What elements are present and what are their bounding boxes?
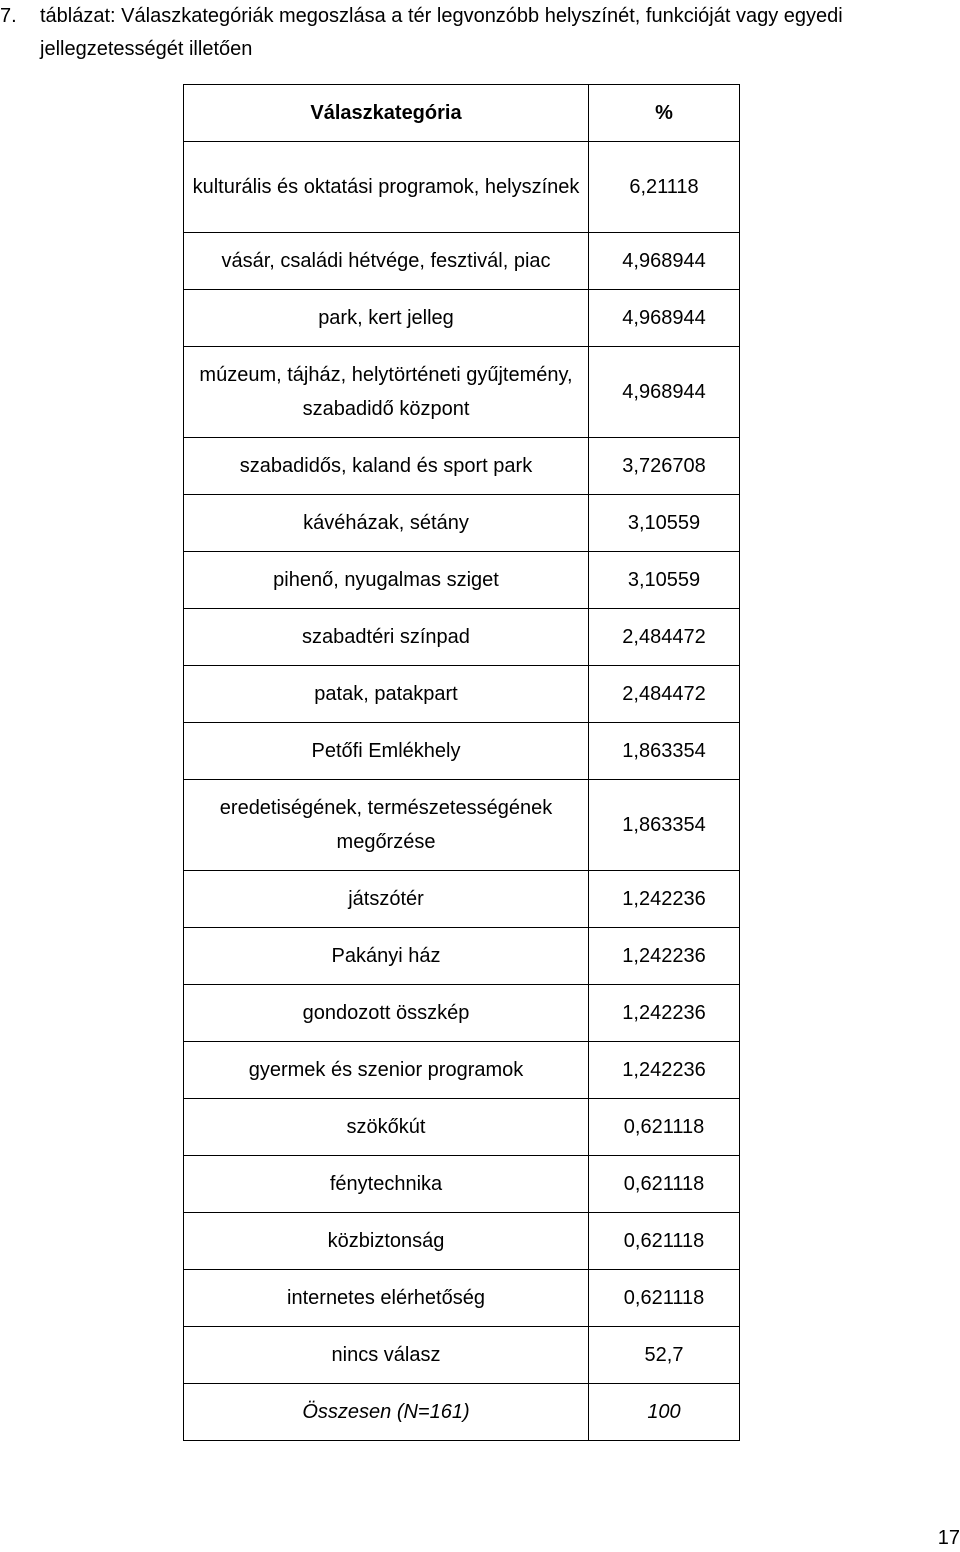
table-row (184, 928, 740, 985)
percent-cell: 1,863354 (589, 723, 740, 780)
category-cell: kávéházak, sétány (184, 495, 589, 552)
category-cell: gondozott összkép (184, 985, 589, 1042)
table-row (184, 1156, 740, 1213)
percent-cell: 4,968944 (589, 233, 740, 290)
table-row (184, 552, 740, 609)
table-row (184, 780, 740, 871)
table-header-row (184, 85, 740, 142)
category-cell: múzeum, tájház, helytörténeti gyűjtemény, szabadidő központ (184, 347, 589, 438)
total-value-cell: 100 (589, 1384, 740, 1441)
percent-cell: 1,242236 (589, 871, 740, 928)
total-label-cell: Összesen (N=161) (184, 1384, 589, 1441)
table-row (184, 723, 740, 780)
table-row (184, 609, 740, 666)
category-cell: internetes elérhetőség (184, 1270, 589, 1327)
percent-cell: 2,484472 (589, 609, 740, 666)
total-row (184, 1384, 740, 1441)
category-cell: Petőfi Emlékhely (184, 723, 589, 780)
percent-cell: 3,726708 (589, 438, 740, 495)
table-row (184, 142, 740, 233)
percent-cell: 1,242236 (589, 1042, 740, 1099)
percent-cell: 0,621118 (589, 1099, 740, 1156)
category-cell: Pakányi ház (184, 928, 589, 985)
percent-cell: 1,863354 (589, 780, 740, 871)
category-cell: eredetiségének, természetességének megőrzése (184, 780, 589, 871)
page-number: 17 (937, 1527, 960, 1549)
category-cell: vásár, családi hétvége, fesztivál, piac (184, 233, 589, 290)
table-row (184, 233, 740, 290)
category-cell: játszótér (184, 871, 589, 928)
percent-cell: 0,621118 (589, 1156, 740, 1213)
percent-cell: 0,621118 (589, 1270, 740, 1327)
category-cell: gyermek és szenior programok (184, 1042, 589, 1099)
percent-cell: 3,10559 (589, 495, 740, 552)
percent-cell: 4,968944 (589, 347, 740, 438)
percent-cell: 4,968944 (589, 290, 740, 347)
table-row (184, 1099, 740, 1156)
caption-number: 7. (0, 5, 17, 27)
category-cell: szabadidős, kaland és sport park (184, 438, 589, 495)
header-percent: % (589, 85, 740, 142)
percent-cell: 2,484472 (589, 666, 740, 723)
category-cell: közbiztonság (184, 1213, 589, 1270)
category-cell: patak, patakpart (184, 666, 589, 723)
percent-cell: 1,242236 (589, 928, 740, 985)
table-row (184, 666, 740, 723)
table-row (184, 495, 740, 552)
table-row (184, 985, 740, 1042)
category-cell: pihenő, nyugalmas sziget (184, 552, 589, 609)
caption-text: táblázat: Válaszkategóriák megoszlása a tér legvonzóbb helyszínét, funkcióját vagy egyedi jellegzetességét illetően (40, 5, 843, 60)
percent-cell: 52,7 (589, 1327, 740, 1384)
category-cell: nincs válasz (184, 1327, 589, 1384)
percent-cell: 1,242236 (589, 985, 740, 1042)
category-cell: szökőkút (184, 1099, 589, 1156)
table-row (184, 347, 740, 438)
header-category: Válaszkategória (184, 85, 589, 142)
category-cell: kulturális és oktatási programok, helyszínek (184, 142, 589, 233)
table-row (184, 290, 740, 347)
category-cell: szabadtéri színpad (184, 609, 589, 666)
percent-cell: 6,21118 (589, 142, 740, 233)
table-row (184, 1327, 740, 1384)
table-row (184, 1042, 740, 1099)
category-cell: park, kert jelleg (184, 290, 589, 347)
table-row (184, 871, 740, 928)
table-row (184, 438, 740, 495)
percent-cell: 0,621118 (589, 1213, 740, 1270)
category-cell: fénytechnika (184, 1156, 589, 1213)
percent-cell: 3,10559 (589, 552, 740, 609)
category-distribution-table (183, 84, 740, 1441)
table-row (184, 1213, 740, 1270)
table-caption (0, 0, 950, 66)
table-row (184, 1270, 740, 1327)
